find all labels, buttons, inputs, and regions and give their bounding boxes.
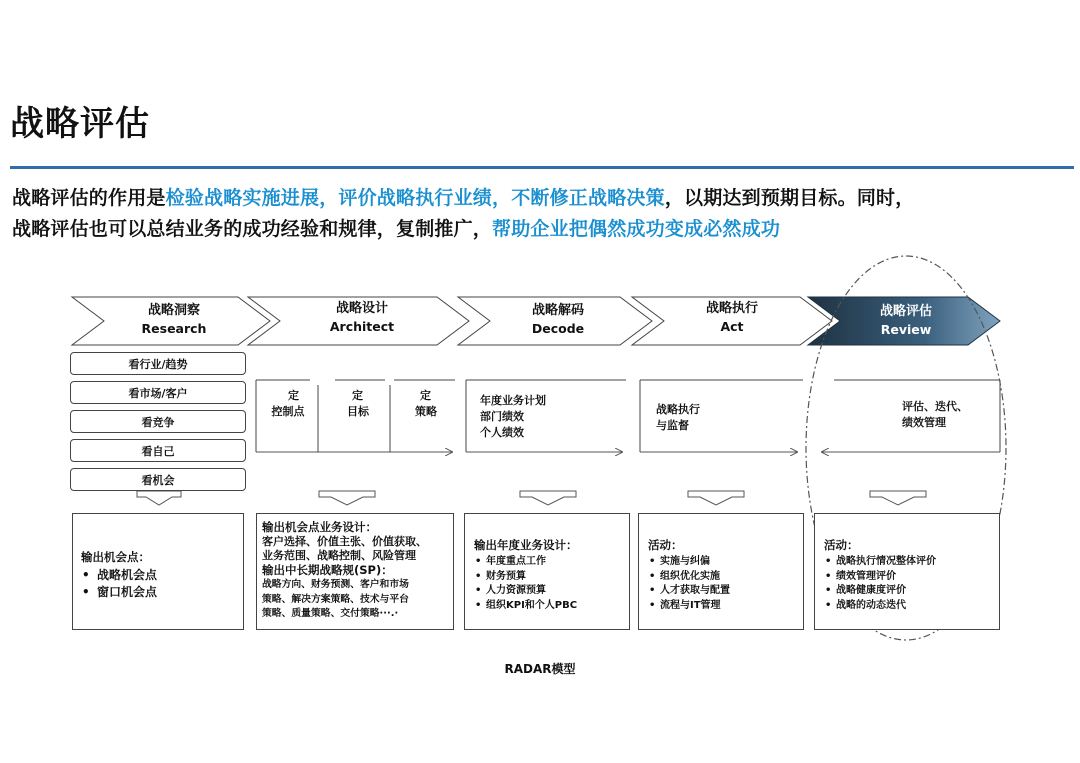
output-box-act [638, 513, 804, 630]
research-item: 看市场/客户 [70, 381, 246, 404]
research-item: 看竞争 [70, 410, 246, 433]
stage-cn: 战略洞察 [147, 303, 200, 318]
output-box-architect [256, 513, 454, 630]
output-line: 业务范围、战略控制、风险管理 [262, 549, 416, 562]
stage-label-act [662, 300, 802, 336]
list-item: • 战略健康度评价 [824, 584, 999, 599]
list-item: • 流程与IT管理 [648, 599, 803, 614]
output-title: 输出中长期战略规(SP)： [262, 563, 393, 577]
research-item: 看机会 [70, 468, 246, 491]
stage-cn: 战略执行 [705, 301, 758, 316]
down-arrow-research [137, 491, 181, 505]
diagram-caption: RADAR模型 [504, 662, 576, 676]
list-item: • 战略执行情况整体评价 [824, 555, 999, 570]
output-line: 策略、质量策略、交付策略···.· [262, 608, 399, 619]
stage-cn: 战略设计 [335, 301, 388, 316]
review-line: 绩效管理 [902, 416, 946, 429]
architect-item-control [266, 388, 310, 420]
intro-highlight: 检验战略实施进展，评价战略执行业绩，不断修正战略决策 [165, 187, 665, 209]
decode-line: 部门绩效 [480, 410, 524, 423]
list-item: • 年度重点工作 [474, 555, 629, 570]
intro-text: ，以期达到预期目标。同时， [664, 187, 915, 209]
stage-label-architect [282, 300, 442, 336]
list-item: • 绩效管理评价 [824, 570, 999, 585]
intro-text: 战略评估的作用是 [12, 187, 166, 209]
output-box-review [814, 513, 1000, 630]
output-title: 输出机会点： [81, 550, 150, 564]
page-title: 战略评估 [10, 104, 150, 144]
act-line: 战略执行 [656, 403, 700, 416]
list-item: • 人才获取与配置 [648, 584, 803, 599]
output-title: 活动： [648, 538, 683, 552]
architect-item-l1: 定 [420, 389, 431, 402]
review-line: 评估、迭代、 [902, 400, 968, 413]
down-arrow-act [688, 491, 744, 505]
architect-item-l1: 定 [288, 389, 299, 402]
research-item: 看行业/趋势 [70, 352, 246, 375]
decode-line: 个人绩效 [480, 426, 524, 439]
stage-label-review [836, 303, 976, 339]
output-list [81, 567, 243, 601]
architect-item-l2: 策略 [415, 405, 437, 418]
output-box-research [72, 513, 244, 630]
stage-label-research [104, 302, 244, 338]
stage-cn: 战略解码 [531, 303, 584, 318]
stage-en: Architect [329, 319, 395, 334]
decode-lines [480, 393, 546, 441]
list-item: • 组织KPI和个人PBC [474, 599, 629, 614]
output-title: 输出年度业务设计： [474, 538, 578, 552]
architect-item-l2: 控制点 [271, 405, 305, 418]
output-list [648, 555, 803, 613]
act-line: 与监督 [656, 419, 689, 432]
list-item: • 组织优化实施 [648, 570, 803, 585]
output-box-decode [464, 513, 630, 630]
list-item: • 战略机会点 [81, 567, 243, 584]
output-list [824, 555, 999, 613]
output-title: 活动： [824, 538, 859, 552]
intro-text: 战略评估也可以总结业务的成功经验和规律，复制推广， [12, 218, 493, 240]
stage-label-decode [488, 302, 628, 338]
stage-en: Research [141, 321, 207, 336]
down-arrow-review [870, 491, 926, 505]
list-item: • 窗口机会点 [81, 584, 243, 601]
output-list [474, 555, 629, 613]
stage-cn: 战略评估 [879, 304, 932, 319]
intro-highlight: 帮助企业把偶然成功变成必然成功 [492, 218, 781, 240]
list-item: • 实施与纠偏 [648, 555, 803, 570]
architect-item-l2: 目标 [347, 405, 369, 418]
down-arrow-architect [319, 491, 375, 505]
stage-en: Act [720, 319, 744, 334]
architect-item-l1: 定 [352, 389, 363, 402]
architect-item-strategy [404, 388, 448, 420]
output-line: 策略、解决方案策略、技术与平台 [262, 593, 409, 605]
output-title: 输出机会点业务设计： [262, 520, 377, 534]
act-lines [656, 402, 700, 434]
list-item: • 战略的动态迭代 [824, 599, 999, 614]
research-item: 看自己 [70, 439, 246, 462]
architect-item-goal [336, 388, 380, 420]
down-arrow-decode [520, 491, 576, 505]
decode-line: 年度业务计划 [480, 394, 546, 407]
stage-en: Review [880, 322, 932, 337]
list-item: • 财务预算 [474, 570, 629, 585]
review-lines [902, 399, 968, 431]
list-item: • 人力资源预算 [474, 584, 629, 599]
stage-en: Decode [531, 321, 585, 336]
output-line: 客户选择、价值主张、价值获取、 [262, 535, 427, 548]
output-line: 战略方向、财务预测、客户和市场 [262, 579, 409, 590]
